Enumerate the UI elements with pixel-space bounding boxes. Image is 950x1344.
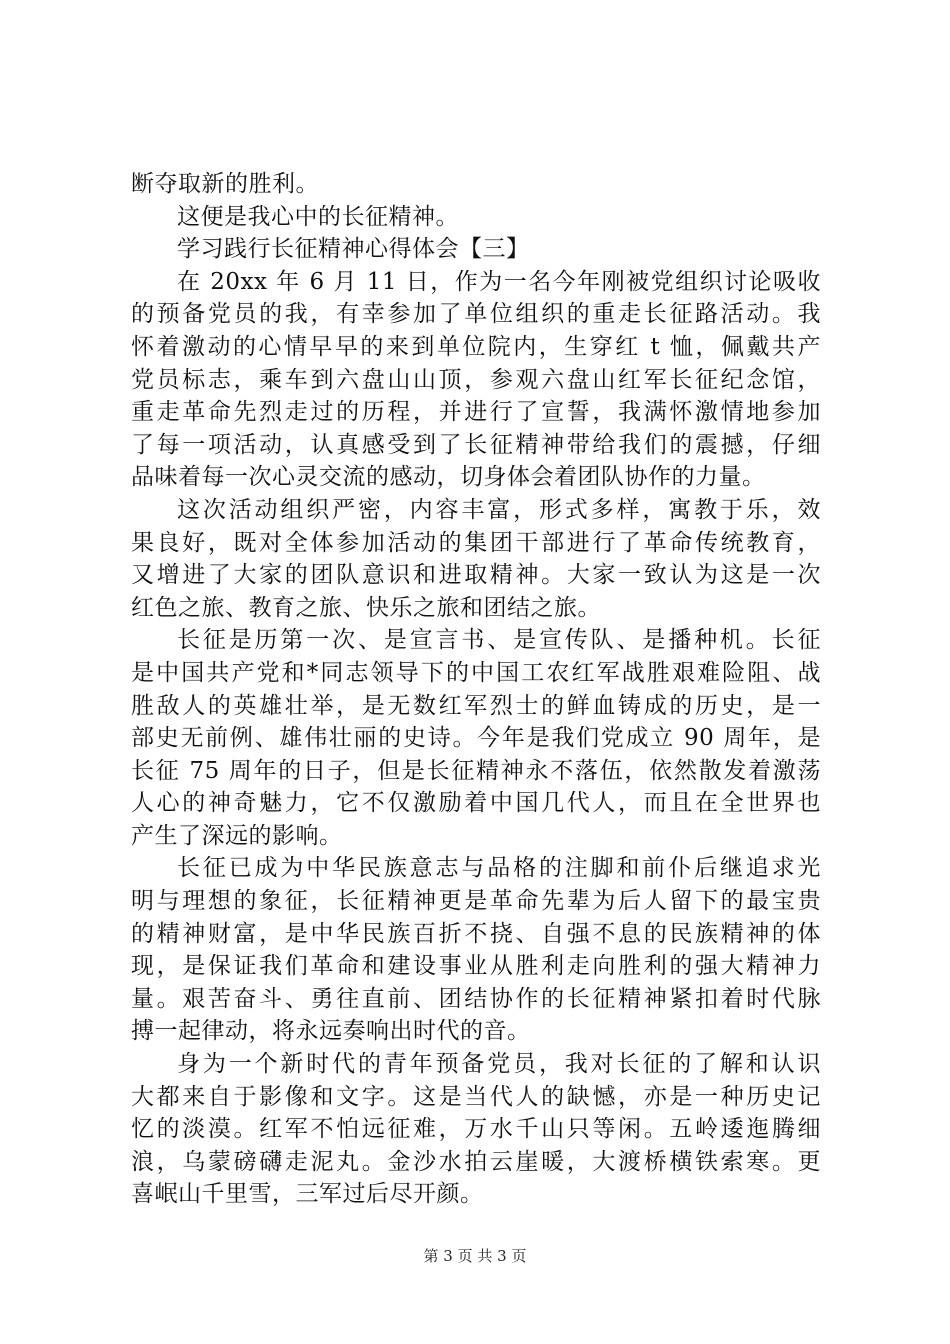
text-line: 人心的神奇魅力，它不仅激励着中国几代人，而且在全世界也 xyxy=(131,790,821,817)
text-line: 断夺取新的胜利。 xyxy=(131,171,319,197)
text-line: 怀着激动的心情早早的来到单位院内，生穿红 t 恤，佩戴共产 xyxy=(131,333,821,360)
page-number-label: 第 3 页 共 3 页 xyxy=(423,1247,527,1265)
text-line: 这便是我心中的长征精神。 xyxy=(177,203,459,230)
paragraph xyxy=(131,168,821,201)
text-line: 品味着每一次心灵交流的感动，切身体会着团队协作的力量。 xyxy=(131,464,766,491)
text-line: 的精神财富，是中华民族百折不挠、自强不息的民族精神的体 xyxy=(131,920,821,947)
text-line: 在 20xx 年 6 月 11 日，作为一名今年刚被党组织讨论吸收 xyxy=(177,268,821,295)
text-line: 喜岷山千里雪，三军过后尽开颜。 xyxy=(131,1181,484,1208)
text-line: 浪，乌蒙磅礴走泥丸。金沙水拍云崖暖，大渡桥横铁索寒。更 xyxy=(131,1148,821,1175)
text-line: 量。艰苦奋斗、勇往直前、团结协作的长征精神紧扣着时代脉 xyxy=(131,985,821,1012)
text-line: 又增进了大家的团队意识和进取精神。大家一致认为这是一次 xyxy=(131,562,821,589)
text-line: 党员标志，乘车到六盘山山顶，参观六盘山红军长征纪念馆， xyxy=(131,366,821,393)
text-line: 学习践行长征精神心得体会【三】 xyxy=(177,236,530,263)
text-line: 长征已成为中华民族意志与品格的注脚和前仆后继追求光 xyxy=(177,855,821,882)
page-footer xyxy=(0,1246,950,1266)
text-line: 了每一项活动，认真感受到了长征精神带给我们的震撼，仔细 xyxy=(131,431,821,458)
text-line: 产生了深远的影响。 xyxy=(131,822,343,849)
paragraph xyxy=(131,624,821,852)
text-line: 红色之旅、教育之旅、快乐之旅和团结之旅。 xyxy=(131,594,601,621)
text-line: 部史无前例、雄伟壮丽的史诗。今年是我们党成立 90 周年，是 xyxy=(131,725,821,752)
text-line: 重走革命先烈走过的历程，并进行了宣誓，我满怀激情地参加 xyxy=(131,399,821,426)
paragraph xyxy=(131,201,821,234)
text-line: 胜敌人的英雄壮举，是无数红军烈士的鲜血铸成的历史，是一 xyxy=(131,692,821,719)
text-line: 明与理想的象征，长征精神更是革命先辈为后人留下的最宝贵 xyxy=(131,888,821,915)
document-body xyxy=(131,168,821,1211)
text-line: 搏一起律动，将永远奏响出时代的音。 xyxy=(131,1018,531,1045)
paragraph xyxy=(131,494,821,624)
paragraph xyxy=(131,233,821,266)
text-line: 长征 75 周年的日子，但是长征精神永不落伍，依然散发着激荡 xyxy=(131,757,821,784)
text-line: 身为一个新时代的青年预备党员，我对长征的了解和认识 xyxy=(177,1051,821,1078)
paragraph xyxy=(131,852,821,1048)
text-line: 现，是保证我们革命和建设事业从胜利走向胜利的强大精神力 xyxy=(131,953,821,980)
text-line: 长征是历第一次、是宣言书、是宣传队、是播种机。长征 xyxy=(177,627,821,654)
paragraph xyxy=(131,1048,821,1211)
text-line: 的预备党员的我，有幸参加了单位组织的重走长征路活动。我 xyxy=(131,301,821,328)
text-line: 忆的淡漠。红军不怕远征难，万水千山只等闲。五岭逶迤腾细 xyxy=(131,1116,821,1143)
text-line: 大都来自于影像和文字。这是当代人的缺憾，亦是一种历史记 xyxy=(131,1083,821,1110)
paragraph xyxy=(131,266,821,494)
text-line: 是中国共产党和*同志领导下的中国工农红军战胜艰难险阻、战 xyxy=(131,659,821,686)
text-line: 果良好，既对全体参加活动的集团干部进行了革命传统教育， xyxy=(131,529,821,556)
text-line: 这次活动组织严密，内容丰富，形式多样，寓教于乐，效 xyxy=(177,496,821,523)
